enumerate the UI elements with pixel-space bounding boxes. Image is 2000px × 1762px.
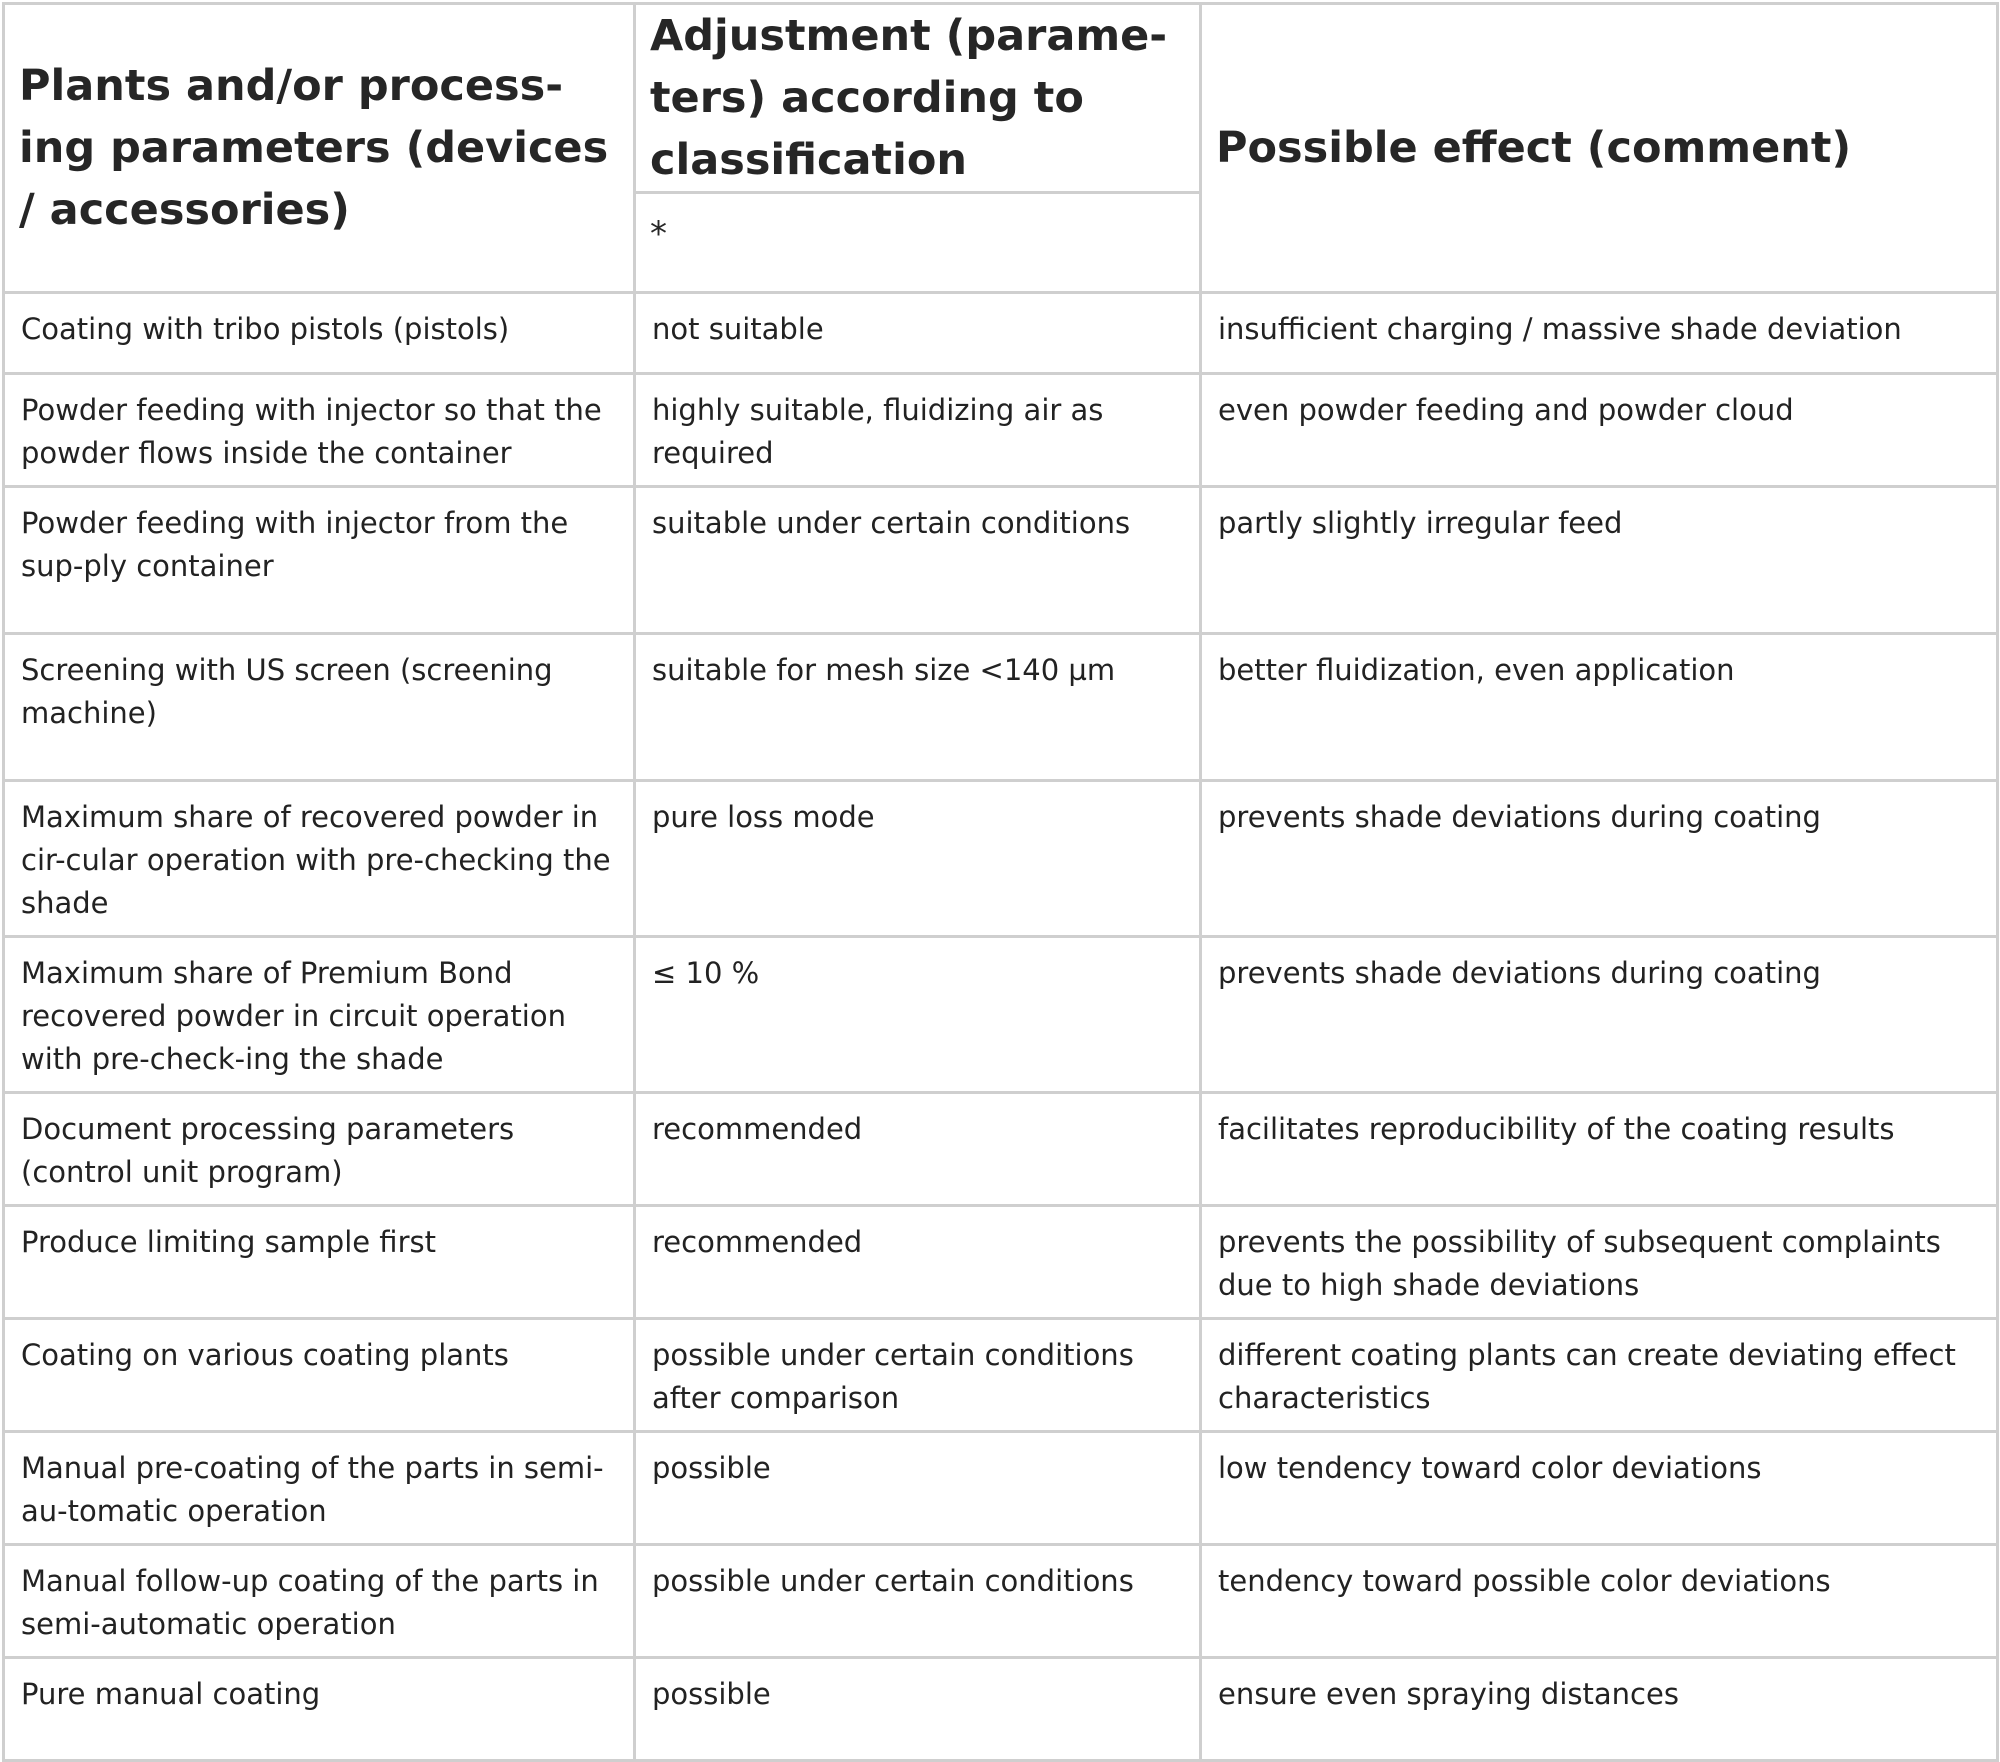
table-row	[4, 487, 1998, 634]
cell-plant: Manual follow-up coating of the parts in semi-automatic operation	[4, 1545, 635, 1658]
cell-adjustment: suitable for mesh size <140 µm	[635, 634, 1201, 781]
cell-effect: tendency toward possible color deviations	[1201, 1545, 1998, 1658]
header-plants: Plants and/or process-ing parameters (devices / accessories)	[4, 4, 635, 293]
table-row	[4, 781, 1998, 937]
table-row	[4, 1206, 1998, 1319]
cell-effect: insufficient charging / massive shade deviation	[1201, 293, 1998, 374]
table-row	[4, 1658, 1998, 1761]
cell-plant: Maximum share of Premium Bond recovered powder in circuit operation with pre-check-ing the shade	[4, 937, 635, 1093]
cell-effect: prevents shade deviations during coating	[1201, 781, 1998, 937]
table-header	[4, 4, 1998, 293]
table-row	[4, 1545, 1998, 1658]
cell-adjustment: possible under certain conditions after comparison	[635, 1319, 1201, 1432]
cell-effect: facilitates reproducibility of the coating results	[1201, 1093, 1998, 1206]
cell-plant: Powder feeding with injector from the sup-ply container	[4, 487, 635, 634]
cell-plant: Produce limiting sample first	[4, 1206, 635, 1319]
cell-plant: Powder feeding with injector so that the powder flows inside the container	[4, 374, 635, 487]
cell-adjustment: recommended	[635, 1206, 1201, 1319]
cell-adjustment: possible under certain conditions	[635, 1545, 1201, 1658]
cell-plant: Maximum share of recovered powder in cir-cular operation with pre-checking the shade	[4, 781, 635, 937]
header-row	[4, 4, 1998, 193]
table-row	[4, 293, 1998, 374]
cell-adjustment: possible	[635, 1432, 1201, 1545]
header-adjustment-asterisk: *	[635, 193, 1201, 293]
cell-adjustment: highly suitable, fluidizing air as required	[635, 374, 1201, 487]
cell-adjustment: possible	[635, 1658, 1201, 1761]
cell-plant: Coating with tribo pistols (pistols)	[4, 293, 635, 374]
cell-effect: even powder feeding and powder cloud	[1201, 374, 1998, 487]
cell-plant: Pure manual coating	[4, 1658, 635, 1761]
header-adjustment: Adjustment (parame-ters) according to classification	[635, 4, 1201, 193]
cell-effect: different coating plants can create deviating effect characteristics	[1201, 1319, 1998, 1432]
cell-effect: better fluidization, even application	[1201, 634, 1998, 781]
table-row	[4, 374, 1998, 487]
cell-effect: prevents the possibility of subsequent complaints due to high shade deviations	[1201, 1206, 1998, 1319]
cell-plant: Manual pre-coating of the parts in semi-au-tomatic operation	[4, 1432, 635, 1545]
cell-adjustment: ≤ 10 %	[635, 937, 1201, 1093]
cell-effect: partly slightly irregular feed	[1201, 487, 1998, 634]
coating-parameters-table-container	[2, 2, 1996, 1762]
table-row	[4, 937, 1998, 1093]
cell-effect: low tendency toward color deviations	[1201, 1432, 1998, 1545]
header-effect: Possible effect (comment)	[1201, 4, 1998, 293]
cell-plant: Coating on various coating plants	[4, 1319, 635, 1432]
table-row	[4, 634, 1998, 781]
cell-adjustment: not suitable	[635, 293, 1201, 374]
coating-parameters-table	[2, 2, 1999, 1762]
cell-adjustment: suitable under certain conditions	[635, 487, 1201, 634]
cell-plant: Screening with US screen (screening machine)	[4, 634, 635, 781]
table-row	[4, 1319, 1998, 1432]
table-row	[4, 1432, 1998, 1545]
cell-effect: prevents shade deviations during coating	[1201, 937, 1998, 1093]
table-row	[4, 1093, 1998, 1206]
table-body	[4, 293, 1998, 1761]
cell-adjustment: recommended	[635, 1093, 1201, 1206]
cell-plant: Document processing parameters (control unit program)	[4, 1093, 635, 1206]
cell-effect: ensure even spraying distances	[1201, 1658, 1998, 1761]
cell-adjustment: pure loss mode	[635, 781, 1201, 937]
